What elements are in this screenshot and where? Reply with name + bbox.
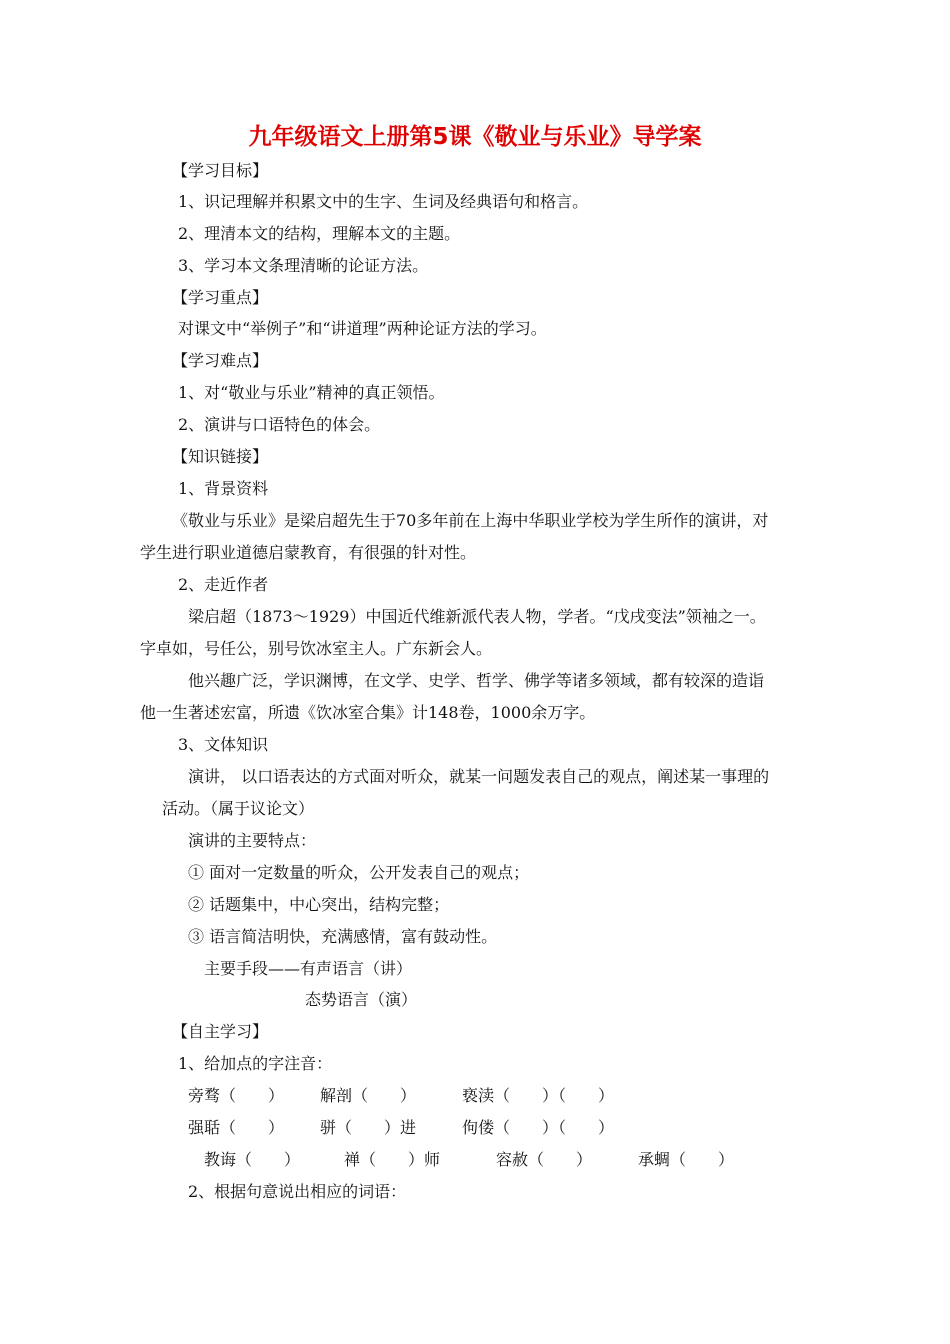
genre-title: 3、文体知识 <box>178 735 269 754</box>
genre-line: 演讲， 以口语表达的方式面对听众，就某一问题发表自己的观点，阐述某一事理的 <box>188 767 770 786</box>
difficulty-heading: 【学习难点】 <box>172 351 269 370</box>
author-line: 他兴趣广泛，学识渊博，在文学、史学、哲学、佛学等诸多领域，都有较深的造诣 <box>188 671 765 690</box>
pinyin-item: 承蜩（ ） <box>638 1150 735 1169</box>
question-1: 1、给加点的字注音： <box>178 1054 333 1073</box>
pinyin-item: 佝偻（ ）（ ） <box>462 1118 615 1137</box>
background-title: 1、背景资料 <box>178 479 269 498</box>
goal-item: 1、识记理解并积累文中的生字、生词及经典语句和格言。 <box>178 192 589 211</box>
goal-item: 2、理清本文的结构，理解本文的主题。 <box>178 224 461 243</box>
goals-heading: 【学习目标】 <box>172 161 269 180</box>
question-2: 2、根据句意说出相应的词语： <box>188 1182 407 1201</box>
pinyin-item: 骈（ ）进 <box>320 1118 417 1137</box>
author-title: 2、走近作者 <box>178 575 269 594</box>
difficulty-item: 2、演讲与口语特色的体会。 <box>178 415 381 434</box>
genre-line: 态势语言（演） <box>305 990 418 1009</box>
author-line: 字卓如，号任公，别号饮冰室主人。广东新会人。 <box>140 639 493 658</box>
genre-line: 主要手段——有声语言（讲） <box>204 959 413 978</box>
pinyin-item: 容赦（ ） <box>496 1150 593 1169</box>
difficulty-item: 1、对“敬业与乐业”精神的真正领悟。 <box>178 383 445 402</box>
pinyin-item: 教诲（ ） <box>204 1150 301 1169</box>
background-line: 学生进行职业道德启蒙教育，有很强的针对性。 <box>140 543 477 562</box>
key-text: 对课文中“举例子”和“讲道理”两种论证方法的学习。 <box>178 319 547 338</box>
pinyin-item: 亵渎（ ）（ ） <box>462 1086 615 1105</box>
key-heading: 【学习重点】 <box>172 288 269 307</box>
self-study-heading: 【自主学习】 <box>172 1022 269 1041</box>
pinyin-item: 强聒（ ） <box>188 1118 285 1137</box>
genre-line: 活动。（属于议论文） <box>162 799 315 818</box>
genre-line: ① 面对一定数量的听众，公开发表自己的观点； <box>188 863 530 882</box>
goal-item: 3、学习本文条理清晰的论证方法。 <box>178 256 429 275</box>
author-line: 他一生著述宏富，所遗《饮冰室合集》计148卷，1000余万字。 <box>140 703 596 722</box>
genre-line: 演讲的主要特点： <box>188 831 317 850</box>
background-line: 《敬业与乐业》是梁启超先生于70多年前在上海中华职业学校为学生所作的演讲，对 <box>172 511 769 530</box>
pinyin-item: 旁骛（ ） <box>188 1086 285 1105</box>
document-title: 九年级语文上册第5课《敬业与乐业》导学案 <box>248 124 702 150</box>
genre-line: ② 话题集中，中心突出，结构完整； <box>188 895 450 914</box>
pinyin-item: 禅（ ）师 <box>344 1150 441 1169</box>
knowledge-heading: 【知识链接】 <box>172 447 269 466</box>
author-line: 梁启超（1873～1929）中国近代维新派代表人物，学者。“戊戌变法”领袖之一。 <box>188 607 766 626</box>
pinyin-item: 解剖（ ） <box>320 1086 417 1105</box>
genre-line: ③ 语言简洁明快，充满感情，富有鼓动性。 <box>188 927 498 946</box>
